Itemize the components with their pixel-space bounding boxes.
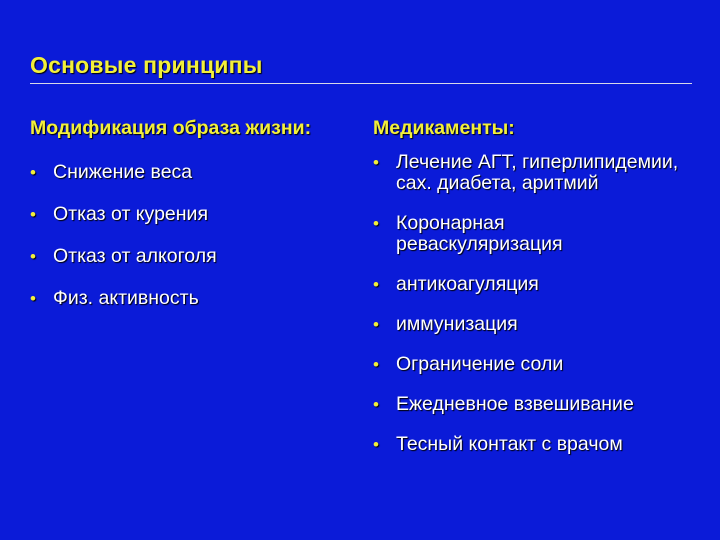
medication-column [373, 116, 713, 474]
list-item [373, 213, 646, 255]
list-item [373, 152, 686, 194]
bullet-icon: • [373, 395, 379, 414]
list-item [30, 246, 330, 267]
bullet-icon: • [373, 214, 379, 233]
medication-list [373, 152, 713, 455]
list-item-text: Ограничение соли [396, 353, 564, 375]
bullet-icon: • [30, 289, 36, 308]
list-item-text: Физ. активность [53, 287, 199, 309]
list-item-text: Отказ от алкоголя [53, 245, 217, 267]
list-item-text: Коронарная реваскуляризация [396, 212, 563, 255]
list-item [373, 314, 713, 335]
title-divider [30, 83, 692, 84]
slide-title: Основые принципы [30, 52, 263, 78]
lifestyle-column [30, 116, 330, 330]
bullet-icon: • [30, 247, 36, 266]
list-item-text: Ежедневное взвешивание [396, 393, 634, 415]
bullet-icon: • [30, 163, 36, 182]
list-item [30, 288, 330, 309]
list-item [373, 274, 713, 295]
bullet-icon: • [373, 153, 379, 172]
bullet-icon: • [30, 205, 36, 224]
list-item [373, 354, 713, 375]
lifestyle-list [30, 162, 330, 309]
list-item-text: иммунизация [396, 313, 518, 335]
lifestyle-heading: Модификация образа жизни: [30, 117, 312, 139]
list-item [373, 394, 713, 415]
bullet-icon: • [373, 435, 379, 454]
list-item-text: антикоагуляция [396, 273, 539, 295]
list-item [30, 162, 330, 183]
list-item-text: Тесный контакт с врачом [396, 433, 623, 455]
bullet-icon: • [373, 355, 379, 374]
list-item [373, 434, 713, 455]
medication-heading: Медикаменты: [373, 117, 515, 139]
list-item-text: Отказ от курения [53, 203, 209, 225]
list-item-text: Лечение АГТ, гиперлипидемии, сах. диабета, аритмий [396, 151, 679, 194]
bullet-icon: • [373, 315, 379, 334]
bullet-icon: • [373, 275, 379, 294]
list-item-text: Снижение веса [53, 161, 193, 183]
list-item [30, 204, 330, 225]
